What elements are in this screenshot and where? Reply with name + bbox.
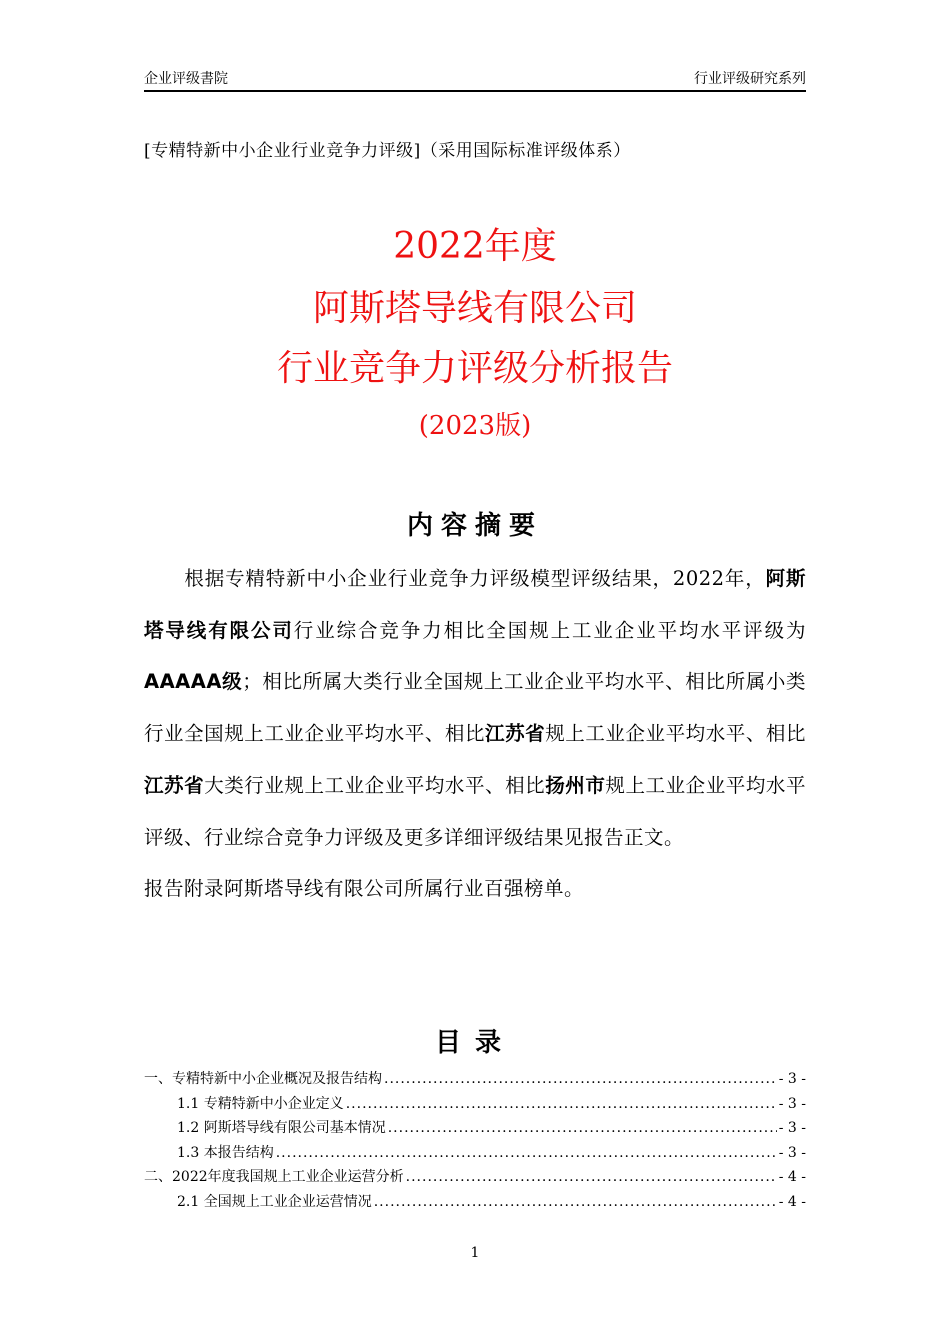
summary-seg: 规上工业企业平均水平、相比 bbox=[545, 722, 806, 746]
toc-heading: 目录 bbox=[434, 1028, 515, 1058]
toc-entry-page: - 3 - bbox=[778, 1071, 806, 1087]
company-name-bold: 阿斯塔导线有限公司 bbox=[144, 567, 806, 642]
summary-seg: 行业综合竞争力相比全国规上工业企业平均水平评级为 bbox=[293, 618, 806, 642]
toc-entry-page: - 3 - bbox=[778, 1095, 806, 1112]
header-series: 行业评级研究系列 bbox=[694, 71, 806, 87]
toc-dot-leader bbox=[384, 1071, 777, 1087]
toc-entry[interactable] bbox=[144, 1093, 806, 1118]
summary-appendix-note: 报告附录阿斯塔导线有限公司所属行业百强榜单。 bbox=[144, 877, 585, 901]
province-bold: 江苏省 bbox=[144, 773, 205, 797]
toc-dot-leader bbox=[374, 1194, 777, 1210]
title-report: 行业竞争力评级分析报告 bbox=[276, 348, 673, 389]
summary-body bbox=[144, 553, 806, 915]
running-header bbox=[144, 68, 806, 92]
table-of-contents bbox=[144, 1068, 806, 1216]
page-number: 1 bbox=[470, 1245, 480, 1261]
toc-entry-page: - 3 - bbox=[778, 1144, 806, 1161]
toc-entry[interactable] bbox=[144, 1166, 806, 1191]
toc-entry-label: 二、2022年度我国规上工业企业运营分析 bbox=[144, 1169, 404, 1186]
summary-heading: 内容摘要 bbox=[406, 511, 543, 541]
toc-entry[interactable] bbox=[144, 1191, 806, 1216]
toc-entry-page: - 4 - bbox=[778, 1169, 806, 1186]
toc-entry-label: 1.3 本报告结构 bbox=[177, 1144, 274, 1161]
summary-seg: ；相比所属大类行业全国规上工业企业平均水平、相比所属小类行业全国规上工业企业平均水平、相比 bbox=[144, 670, 806, 746]
city-bold: 扬州市 bbox=[545, 773, 606, 797]
toc-dot-leader bbox=[406, 1169, 777, 1185]
rating-bold: AAAAA级 bbox=[144, 670, 243, 694]
toc-entry-page: - 4 - bbox=[778, 1193, 806, 1210]
summary-seg: 根据专精特新中小企业行业竞争力评级模型评级结果，2022年， bbox=[184, 567, 766, 590]
title-year: 2022年度 bbox=[393, 226, 557, 267]
series-line: [专精特新中小企业行业竞争力评级]（采用国际标准评级体系） bbox=[144, 141, 631, 161]
toc-entry[interactable] bbox=[144, 1068, 806, 1093]
toc-entry[interactable] bbox=[144, 1117, 806, 1142]
toc-entry[interactable] bbox=[144, 1142, 806, 1167]
toc-entry-page: - 3 - bbox=[778, 1120, 806, 1137]
toc-entry-label: 一、专精特新中小企业概况及报告结构 bbox=[144, 1071, 382, 1087]
summary-seg: 规上工业企业平均水平评级、行业综合竞争力评级及更多详细评级结果见报告正文。 bbox=[144, 773, 806, 849]
toc-entry-label: 1.2 阿斯塔导线有限公司基本情况 bbox=[177, 1120, 386, 1137]
title-company: 阿斯塔导线有限公司 bbox=[312, 288, 637, 329]
title-edition: (2023版) bbox=[418, 411, 532, 441]
province-bold: 江苏省 bbox=[485, 722, 546, 746]
toc-entry-label: 1.1 专精特新中小企业定义 bbox=[177, 1095, 344, 1112]
toc-entry-label: 2.1 全国规上工业企业运营情况 bbox=[177, 1193, 372, 1210]
header-publisher: 企业评级書院 bbox=[144, 71, 228, 87]
toc-dot-leader bbox=[388, 1120, 777, 1136]
toc-dot-leader bbox=[276, 1145, 777, 1161]
summary-seg: 大类行业规上工业企业平均水平、相比 bbox=[204, 773, 546, 797]
toc-dot-leader bbox=[346, 1096, 777, 1112]
